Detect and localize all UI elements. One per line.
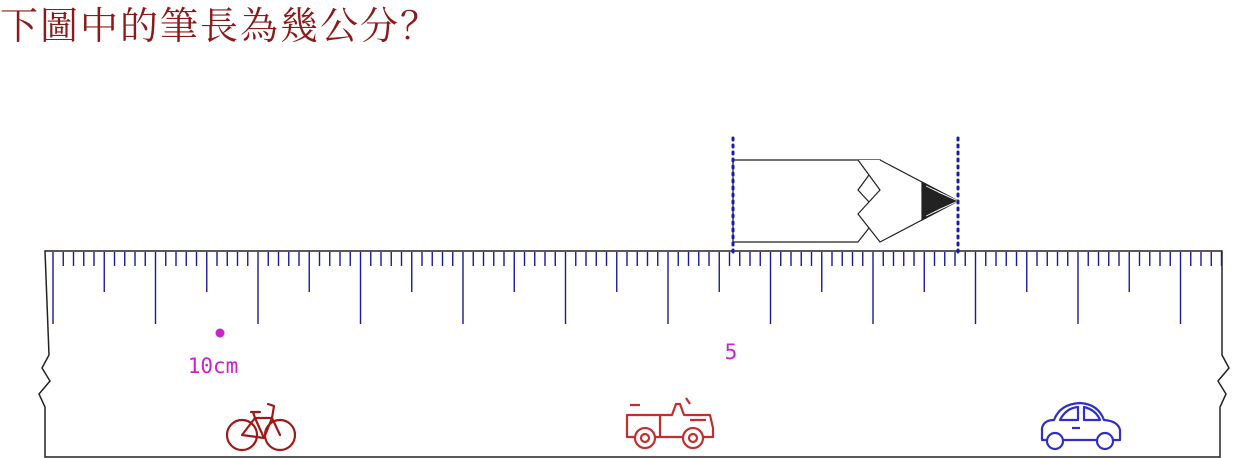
- pencil-body: [733, 160, 880, 242]
- pencil: [733, 160, 958, 242]
- unit-marker-dot: [216, 329, 225, 338]
- unit-label: 10cm: [187, 354, 239, 378]
- question-title: 下圖中的筆長為幾公分？: [0, 4, 441, 48]
- mark-label-5: 5: [724, 340, 738, 364]
- pencil-lead: [922, 182, 958, 220]
